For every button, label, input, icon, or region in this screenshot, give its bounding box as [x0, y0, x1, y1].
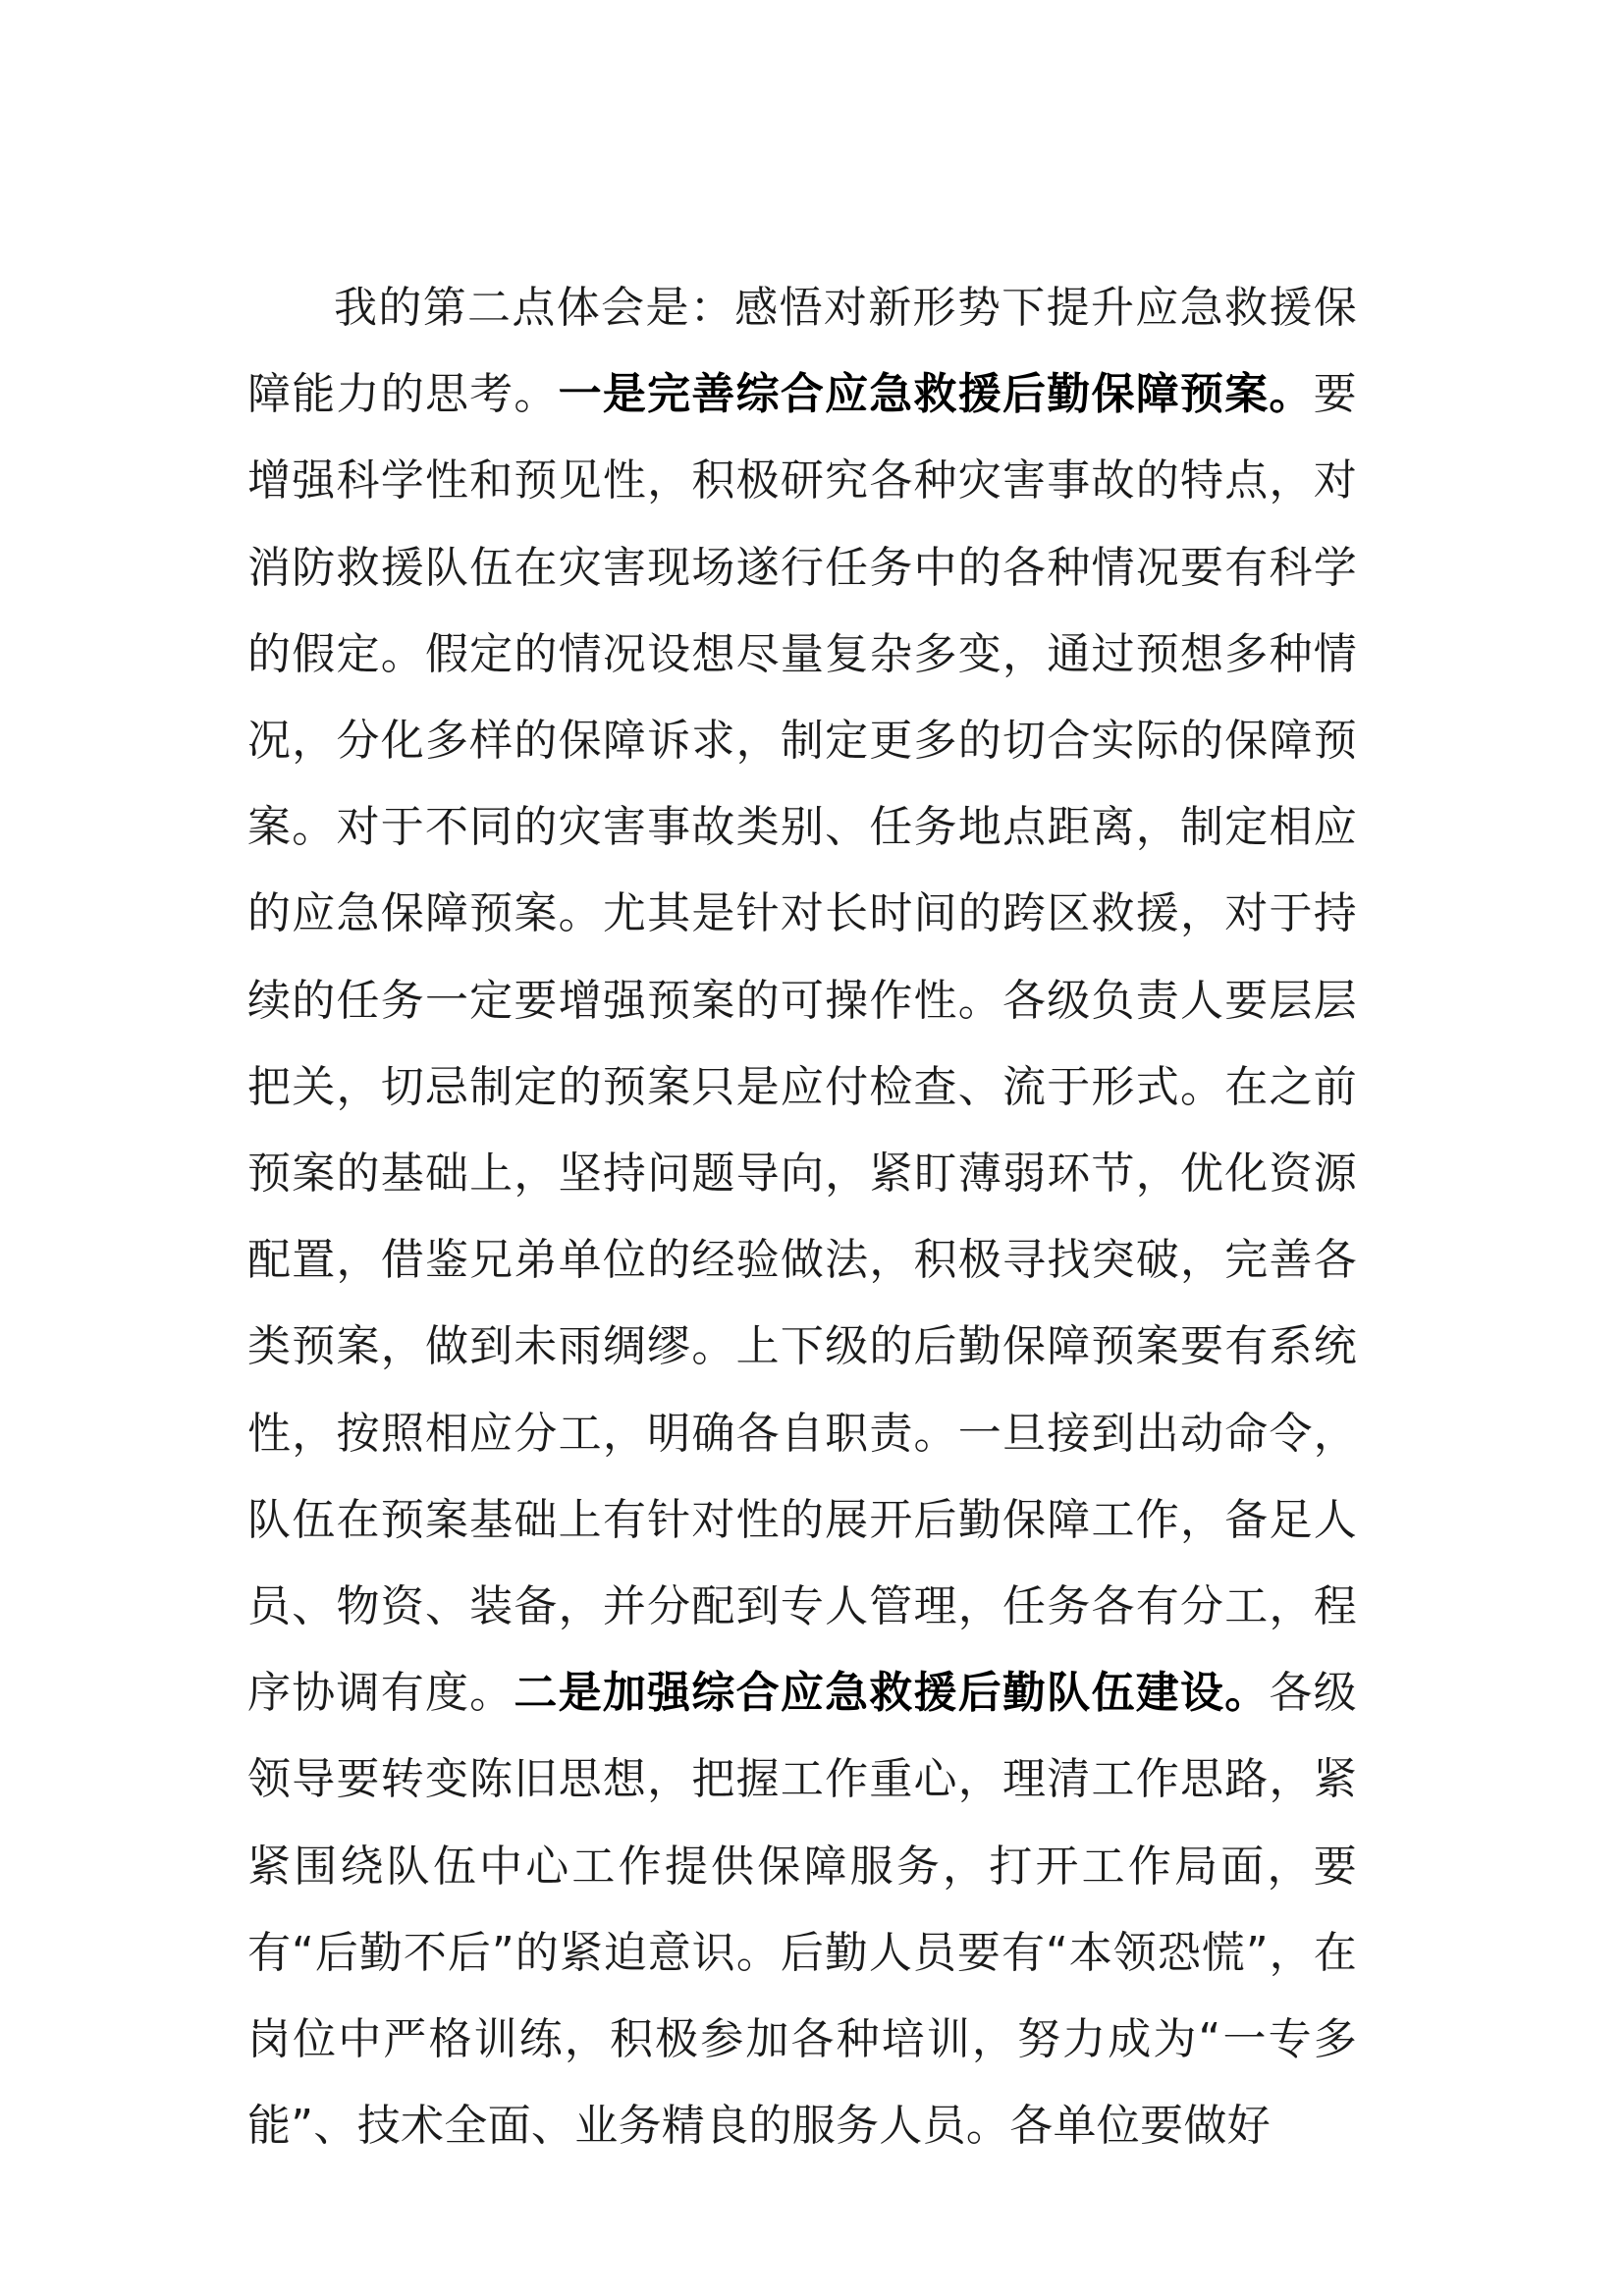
body-paragraph [247, 265, 1357, 2169]
paragraph-point-two-body: 各级领导要转变陈旧思想，把握工作重心，理清工作思路，紧紧围绕队伍中心工作提供保障服务，打开工作局面，要有“后勤不后”的紧迫意识。后勤人员要有“本领恐慌”，在岗位中严格训练，积极参加各种培训，努力成为“一专多能”、技术全面、业务精良的服务人员。各单位要做好 [247, 1668, 1357, 2152]
heading-point-two: 二是加强综合应急救援后勤队伍建设。 [514, 1668, 1270, 1719]
paragraph-intro: 我的第二点体会是：感悟对新形势下提升应急救援保障能力的思考。 [247, 283, 1357, 420]
paragraph-point-one-body: 要增强科学性和预见性，积极研究各种灾害事故的特点，对消防救援队伍在灾害现场遂行任务中的各种情况要有科学的假定。假定的情况设想尽量复杂多变，通过预想多种情况，分化多样的保障诉求，制定更多的切合实际的保障预案。对于不同的灾害事故类别、任务地点距离，制定相应的应急保障预案。尤其是针对长时间的跨区救援，对于持续的任务一定要增强预案的可操作性。各级负责人要层层把关，切忌制定的预案只是应付检查、流于形式。在之前预案的基础上，坚持问题导向，紧盯薄弱环节，优化资源配置，借鉴兄弟单位的经验做法，积极寻找突破，完善各类预案，做到未雨绸缪。上下级的后勤保障预案要有系统性，按照相应分工，明确各自职责。一旦接到出动命令，队伍在预案基础上有针对性的展开后勤保障工作，备足人员、物资、装备，并分配到专人管理，任务各有分工，程序协调有度。 [247, 369, 1357, 1719]
heading-point-one: 一是完善综合应急救援后勤保障预案。 [558, 369, 1314, 420]
